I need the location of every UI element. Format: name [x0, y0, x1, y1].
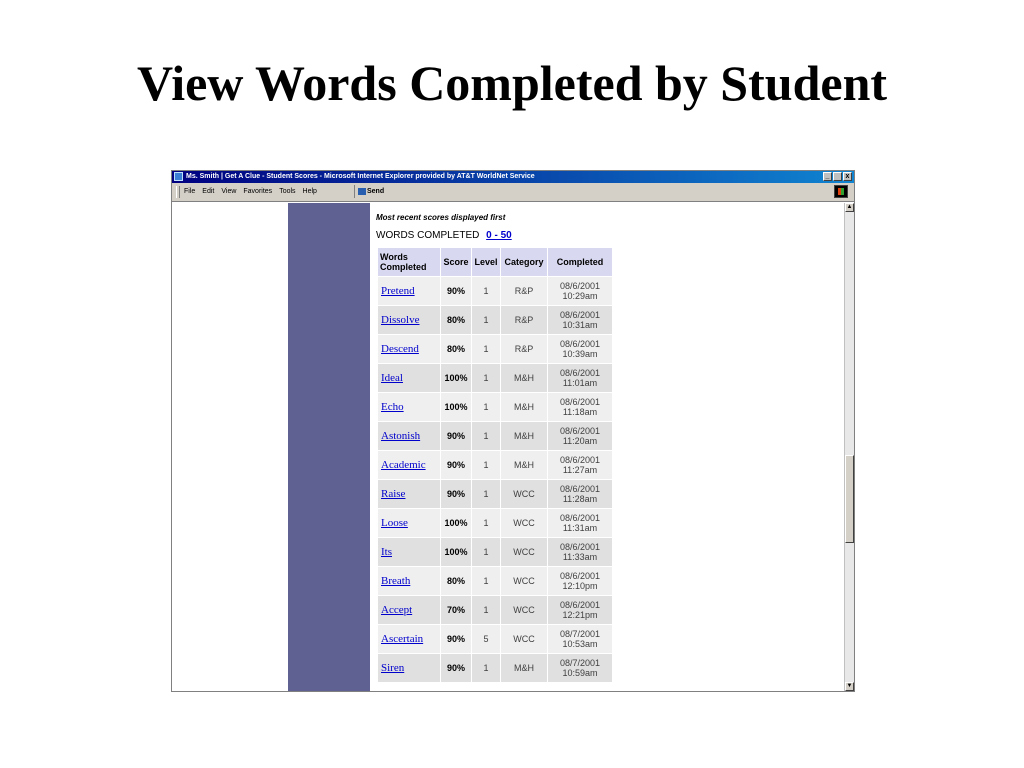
word-link[interactable]: Descend: [381, 343, 419, 355]
table-row: [378, 567, 612, 595]
slide-title: View Words Completed by Student: [136, 55, 888, 111]
word-cell: [378, 509, 440, 537]
word-cell: [378, 451, 440, 479]
internet-explorer-icon: [174, 172, 183, 181]
menu-item-view[interactable]: View: [221, 188, 237, 195]
word-link[interactable]: Raise: [381, 488, 406, 500]
category-cell: M&H: [501, 654, 547, 682]
level-cell: 1: [472, 364, 500, 392]
level-cell: 1: [472, 480, 500, 508]
level-cell: 1: [472, 393, 500, 421]
completed-time: 11:20am: [562, 436, 598, 446]
category-cell: R&P: [501, 335, 547, 363]
word-cell: [378, 480, 440, 508]
level-cell: 5: [472, 625, 500, 653]
level-cell: 1: [472, 567, 500, 595]
table-row: [378, 654, 612, 682]
completed-cell: [548, 567, 612, 595]
level-cell: 1: [472, 654, 500, 682]
completed-cell: [548, 625, 612, 653]
level-cell: 1: [472, 451, 500, 479]
completed-time: 10:29am: [562, 291, 598, 301]
word-cell: [378, 596, 440, 624]
col-header-level: Level: [472, 248, 500, 276]
completed-date: 08/6/2001: [559, 281, 601, 291]
category-cell: M&H: [501, 364, 547, 392]
word-link[interactable]: Astonish: [381, 430, 421, 442]
completed-date: 08/6/2001: [559, 484, 601, 494]
category-cell: WCC: [501, 567, 547, 595]
word-cell: [378, 306, 440, 334]
word-link[interactable]: Its: [381, 546, 392, 558]
table-row: [378, 451, 612, 479]
completed-date: 08/6/2001: [559, 455, 601, 465]
score-cell: 80%: [441, 306, 471, 334]
score-cell: 100%: [441, 509, 471, 537]
word-cell: [378, 567, 440, 595]
completed-cell: [548, 654, 612, 682]
score-cell: 70%: [441, 596, 471, 624]
completed-date: 08/6/2001: [559, 513, 601, 523]
completed-time: 11:01am: [562, 378, 598, 388]
score-cell: 90%: [441, 654, 471, 682]
send-icon: [358, 188, 366, 195]
table-row: [378, 335, 612, 363]
completed-date: 08/6/2001: [559, 600, 601, 610]
range-link[interactable]: 0 - 50: [486, 230, 512, 241]
main-content: [376, 213, 796, 683]
word-cell: [378, 277, 440, 305]
completed-cell: [548, 509, 612, 537]
col-header-words: Words Completed: [378, 248, 440, 276]
score-cell: 100%: [441, 393, 471, 421]
table-row: [378, 625, 612, 653]
category-cell: M&H: [501, 422, 547, 450]
table-header-row: [378, 248, 612, 276]
col-header-category: Category: [501, 248, 547, 276]
completed-cell: [548, 277, 612, 305]
scores-table: [377, 247, 613, 683]
word-link[interactable]: Ascertain: [381, 633, 424, 645]
completed-cell: [548, 596, 612, 624]
send-label: Send: [367, 188, 385, 195]
category-cell: M&H: [501, 393, 547, 421]
word-link[interactable]: Academic: [381, 459, 426, 471]
score-cell: 90%: [441, 277, 471, 305]
scroll-down-button[interactable]: ▼: [846, 683, 853, 689]
completed-date: 08/6/2001: [559, 397, 601, 407]
table-row: [378, 306, 612, 334]
completed-cell: [548, 422, 612, 450]
completed-cell: [548, 451, 612, 479]
category-cell: R&P: [501, 277, 547, 305]
table-row: [378, 480, 612, 508]
word-link[interactable]: Accept: [381, 604, 413, 616]
menu-bar: [172, 183, 854, 202]
table-row: [378, 538, 612, 566]
completed-date: 08/6/2001: [559, 368, 601, 378]
completed-time: 10:31am: [562, 320, 598, 330]
table-row: [378, 364, 612, 392]
scroll-thumb[interactable]: [845, 455, 854, 543]
col-header-score: Score: [441, 248, 471, 276]
level-cell: 1: [472, 538, 500, 566]
vertical-scrollbar[interactable]: [844, 203, 854, 691]
word-cell: [378, 625, 440, 653]
completed-time: 10:53am: [562, 639, 598, 649]
minimize-button[interactable]: _: [823, 172, 832, 181]
category-cell: WCC: [501, 596, 547, 624]
send-button[interactable]: [354, 185, 387, 198]
completed-time: 11:18am: [562, 407, 598, 417]
level-cell: 1: [472, 596, 500, 624]
word-cell: [378, 393, 440, 421]
completed-date: 08/6/2001: [559, 426, 601, 436]
level-cell: 1: [472, 306, 500, 334]
category-cell: M&H: [501, 451, 547, 479]
score-cell: 100%: [441, 364, 471, 392]
scroll-up-button[interactable]: ▲: [846, 204, 853, 210]
completed-time: 12:10pm: [562, 581, 598, 591]
words-completed-heading: [376, 230, 796, 241]
score-cell: 90%: [441, 480, 471, 508]
windows-logo-icon: [834, 185, 848, 198]
word-cell: [378, 364, 440, 392]
score-cell: 90%: [441, 625, 471, 653]
menu-item-help[interactable]: Help: [302, 188, 317, 195]
completed-date: 08/6/2001: [559, 542, 601, 552]
level-cell: 1: [472, 509, 500, 537]
completed-time: 12:21pm: [562, 610, 598, 620]
completed-cell: [548, 538, 612, 566]
word-link[interactable]: Ideal: [381, 372, 403, 384]
category-cell: WCC: [501, 509, 547, 537]
category-cell: WCC: [501, 538, 547, 566]
heading-text: WORDS COMPLETED: [376, 230, 480, 241]
score-cell: 90%: [441, 451, 471, 479]
word-link[interactable]: Siren: [381, 662, 405, 674]
browser-window: [171, 170, 855, 692]
completed-cell: [548, 335, 612, 363]
close-button[interactable]: x: [843, 172, 852, 181]
window-controls: [822, 172, 852, 182]
completed-date: 08/6/2001: [559, 571, 601, 581]
completed-cell: [548, 393, 612, 421]
menu-item-tools[interactable]: Tools: [279, 188, 296, 195]
window-titlebar[interactable]: [172, 171, 854, 183]
score-cell: 90%: [441, 422, 471, 450]
completed-time: 10:39am: [562, 349, 598, 359]
word-cell: [378, 335, 440, 363]
col-header-completed: Completed: [548, 248, 612, 276]
word-cell: [378, 654, 440, 682]
completed-cell: [548, 306, 612, 334]
category-cell: R&P: [501, 306, 547, 334]
completed-date: 08/7/2001: [559, 658, 601, 668]
word-link[interactable]: Dissolve: [381, 314, 420, 326]
menu-item-favorites[interactable]: Favorites: [243, 188, 273, 195]
word-cell: [378, 538, 440, 566]
toolbar-grip[interactable]: [176, 186, 180, 198]
completed-time: 10:59am: [562, 668, 598, 678]
page-content: [172, 203, 844, 691]
left-color-bar: [288, 203, 370, 691]
word-cell: [378, 422, 440, 450]
window-title: Ms. Smith | Get A Clue - Student Scores - Microsoft Internet Explorer provided by AT&T WorldNet Service: [186, 173, 535, 180]
level-cell: 1: [472, 335, 500, 363]
completed-date: 08/7/2001: [559, 629, 601, 639]
completed-time: 11:31am: [562, 523, 598, 533]
menu-items: [184, 183, 324, 201]
table-row: [378, 393, 612, 421]
word-link[interactable]: Loose: [381, 517, 408, 529]
recent-scores-note: Most recent scores displayed first: [376, 213, 506, 222]
table-row: [378, 277, 612, 305]
completed-time: 11:27am: [562, 465, 598, 475]
completed-cell: [548, 364, 612, 392]
completed-date: 08/6/2001: [559, 339, 601, 349]
score-cell: 100%: [441, 538, 471, 566]
table-row: [378, 596, 612, 624]
menu-item-file[interactable]: File: [184, 188, 196, 195]
word-link[interactable]: Echo: [381, 401, 404, 413]
level-cell: 1: [472, 422, 500, 450]
table-row: [378, 422, 612, 450]
category-cell: WCC: [501, 625, 547, 653]
category-cell: WCC: [501, 480, 547, 508]
score-cell: 80%: [441, 335, 471, 363]
maximize-button[interactable]: [833, 172, 842, 181]
table-row: [378, 509, 612, 537]
level-cell: 1: [472, 277, 500, 305]
menu-item-edit[interactable]: Edit: [202, 188, 215, 195]
completed-date: 08/6/2001: [559, 310, 601, 320]
completed-time: 11:28am: [562, 494, 598, 504]
word-link[interactable]: Pretend: [381, 285, 415, 297]
completed-time: 11:33am: [562, 552, 598, 562]
word-link[interactable]: Breath: [381, 575, 411, 587]
completed-cell: [548, 480, 612, 508]
score-cell: 80%: [441, 567, 471, 595]
